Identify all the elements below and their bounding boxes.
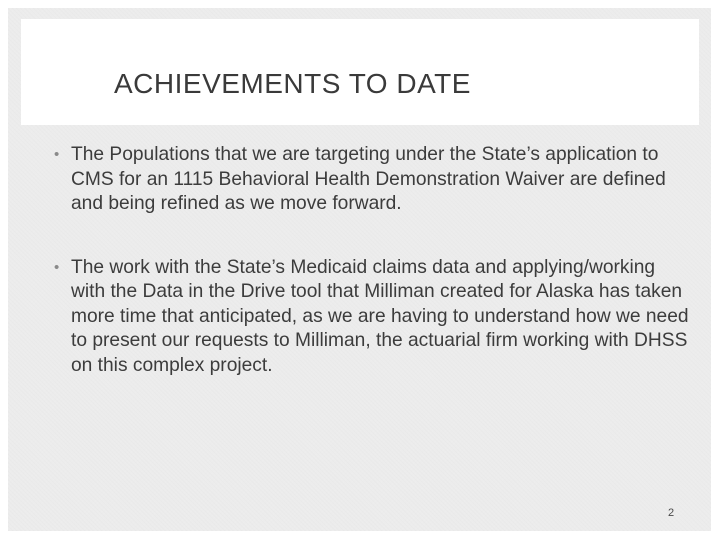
page-number: 2 [668, 507, 675, 519]
bullet-item [54, 143, 694, 217]
bullet-icon: • [54, 258, 60, 276]
bullet-text: The work with the State’s Medicaid claims data and applying/working with the Data in the Drive tool that Milliman created for Alaska has taken more time that anticipated, as we are having to understand how we need to present our requests to Milliman, the actuarial firm working with DHSS on this complex project. [71, 256, 689, 376]
bullet-list [54, 143, 694, 417]
bullet-icon: • [54, 146, 60, 163]
bullet-text: The Populations that we are targeting under the State’s application to CMS for an 1115 Behavioral Health Demonstration Waiver are defined and being refined as we move forward. [71, 144, 666, 214]
slide-title: ACHIEVEMENTS TO DATE [114, 68, 471, 99]
slide [8, 8, 711, 531]
bullet-item [54, 256, 694, 379]
title-box [21, 19, 699, 125]
